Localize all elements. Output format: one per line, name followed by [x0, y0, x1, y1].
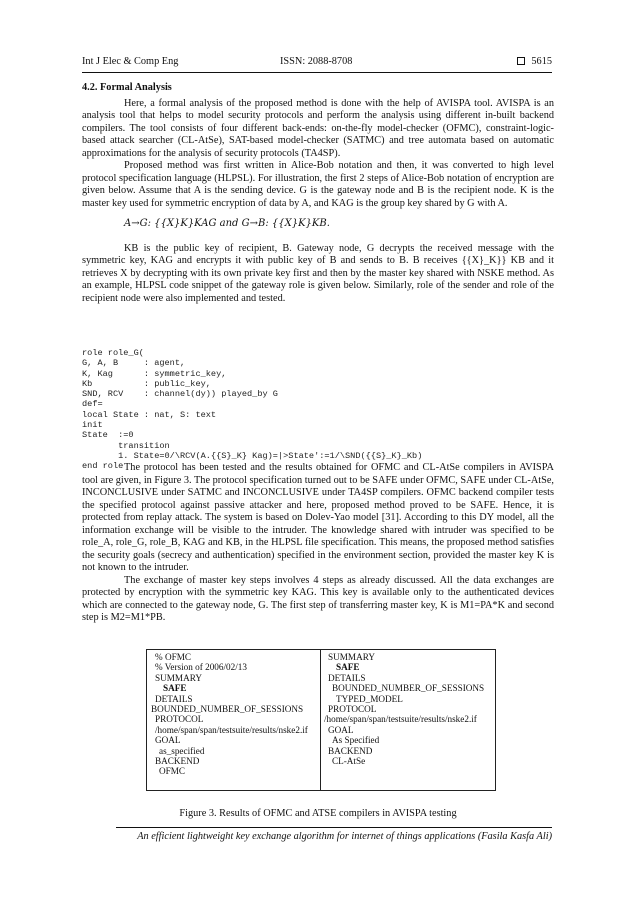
- journal-name: Int J Elec & Comp Eng: [82, 56, 179, 67]
- result-line: % Version of 2006/02/13: [155, 662, 247, 673]
- checkbox-icon: [517, 57, 525, 65]
- result-line: as_specified: [159, 745, 205, 756]
- paragraph-4: The protocol has been tested and the results obtained for OFMC and CL-AtSe compilers in AVISPA tool are given, in Figure 3. The protocol specification turned out to be SAFE under OFMC, SAFE under CL-AtSe, INCONCLUSIVE under SATMC and INCONCLUSIVE under TA4SP compilers. OFMC backend compiler tests the specified protocol against passive attacker and here, proposed method proved to be SAFE. Hence, it is protected from replay attack. The system is based on Dolev-Yao model [31]. According to this DY model, all the information exchange will be visible to the intruder. The knowledge shared with intruder was specified to be role_A, role_G, role_B, KAG and KB, in the HLPSL file specification. This means, the proposed method satisfies the security goals (secrecy and authentication) specified in the environment section, provided the master key K is not known to the intruder.: [82, 462, 554, 573]
- code-line: G, A, B : agent,: [82, 358, 186, 369]
- result-line: SAFE: [163, 683, 187, 694]
- result-line: BACKEND: [155, 756, 200, 767]
- paragraph-3: KB is the public key of recipient, B. Gateway node, G decrypts the received message with the symmetric key, KAG and encrypts it with public key of B and sends to B. B receives {{X}_K}} KB and it retrieves X by decrypting with its own private key first and then by the master key shared with NSKE method. As an example, HLPSL code snippet of the gateway role is given below. Similarly, role of the sender and role of the recipient node were also implemented and tested.: [82, 242, 554, 304]
- section-heading: 4.2. Formal Analysis: [82, 82, 172, 93]
- result-line: CL-AtSe: [332, 756, 366, 767]
- result-line: /home/span/span/testsuite/results/nske2.if: [324, 714, 477, 725]
- section-body: [82, 82, 554, 305]
- result-line: As Specified: [332, 735, 380, 746]
- issn: ISSN: 2088-8708: [280, 56, 353, 67]
- code-line: 1. State=0/\RCV(A.{{S}_K} Kag)=|>State':=1/\SND({{S}_K}_Kb): [118, 450, 423, 461]
- page-number: 5615: [531, 56, 552, 67]
- code-line: init: [82, 420, 103, 431]
- result-line: BACKEND: [328, 745, 373, 756]
- code-line: end role: [82, 461, 124, 472]
- equation: A→G: {{X}K}KAG and G→B: {{X}K}KB.: [124, 218, 330, 229]
- result-line: SUMMARY: [328, 652, 375, 662]
- result-line: PROTOCOL: [155, 714, 204, 725]
- paragraph-5: The exchange of master key steps involves 4 steps as already discussed. All the data exchanges are protected by encryption with the symmetric key KAG. This key is available only to the authenticated devices which are connected to the gateway node, G. The first step of transferring master key, K is M1=PA*K and second step is M2=M1*PB.: [82, 574, 554, 623]
- running-footer: An efficient lightweight key exchange algorithm for internet of things applications (Fasila Kasfa Ali): [137, 831, 552, 842]
- code-line: State :=0: [82, 430, 134, 441]
- code-line: transition: [118, 440, 170, 451]
- paragraph-1: Here, a formal analysis of the proposed method is done with the help of AVISPA tool. AVISPA is an analysis tool that helps to model security protocols and perform the analysis using different in-built backend compilers. The tool consists of four different back-ends: on-the-fly model-checker (OFMC), constraint-logic-based attack searcher (CL-AtSe), SAT-based model-checker (SATMC) and tree automata based on automatic approximations for the analysis of security protocols (TA4SP).: [82, 97, 554, 159]
- result-line: % OFMC: [155, 652, 191, 662]
- result-line: DETAILS: [328, 672, 366, 683]
- section-body-continued: [82, 462, 554, 625]
- result-line: OFMC: [159, 766, 186, 777]
- result-line: GOAL: [155, 735, 181, 746]
- result-line: /home/span/span/testsuite/results/nske2.if: [155, 724, 308, 735]
- footer-rule: [116, 827, 552, 828]
- code-line: K, Kag : symmetric_key,: [82, 368, 227, 379]
- result-line: GOAL: [328, 724, 354, 735]
- ofmc-results: [151, 652, 319, 777]
- result-line: BOUNDED_NUMBER_OF_SESSIONS: [332, 683, 485, 694]
- figure-caption: Figure 3. Results of OFMC and ATSE compilers in AVISPA testing: [179, 808, 457, 819]
- result-line: PROTOCOL: [328, 704, 377, 715]
- result-line: SUMMARY: [155, 672, 202, 683]
- result-line: BOUNDED_NUMBER_OF_SESSIONS: [151, 704, 304, 715]
- code-line: local State : nat, S: text: [82, 409, 217, 420]
- paragraph-2: Proposed method was first written in Alice-Bob notation and then, it was converted to high level protocol specification language (HLPSL). For illustration, the first 2 steps of Alice-Bob notation of encryption are given below. Assume that A is the sending device. G is the gateway node and B is the recipient node. K is the master key used for symmetric encryption of data by A, and KAG is the group key shared by G with A.: [82, 160, 554, 209]
- header-rule: [82, 72, 552, 73]
- code-line: SND, RCV : channel(dy)) played_by G: [82, 389, 278, 400]
- atse-results: [324, 652, 494, 766]
- result-line: SAFE: [336, 662, 360, 673]
- results-figure: [146, 649, 496, 791]
- code-line: Kb : public_key,: [82, 378, 211, 389]
- result-line: TYPED_MODEL: [336, 693, 403, 704]
- hlpsl-code-snippet: [82, 348, 554, 472]
- results-divider: [320, 650, 321, 790]
- result-line: DETAILS: [155, 693, 193, 704]
- code-line: def=: [82, 399, 103, 410]
- code-line: role role_G(: [82, 348, 144, 358]
- running-header: [82, 56, 552, 72]
